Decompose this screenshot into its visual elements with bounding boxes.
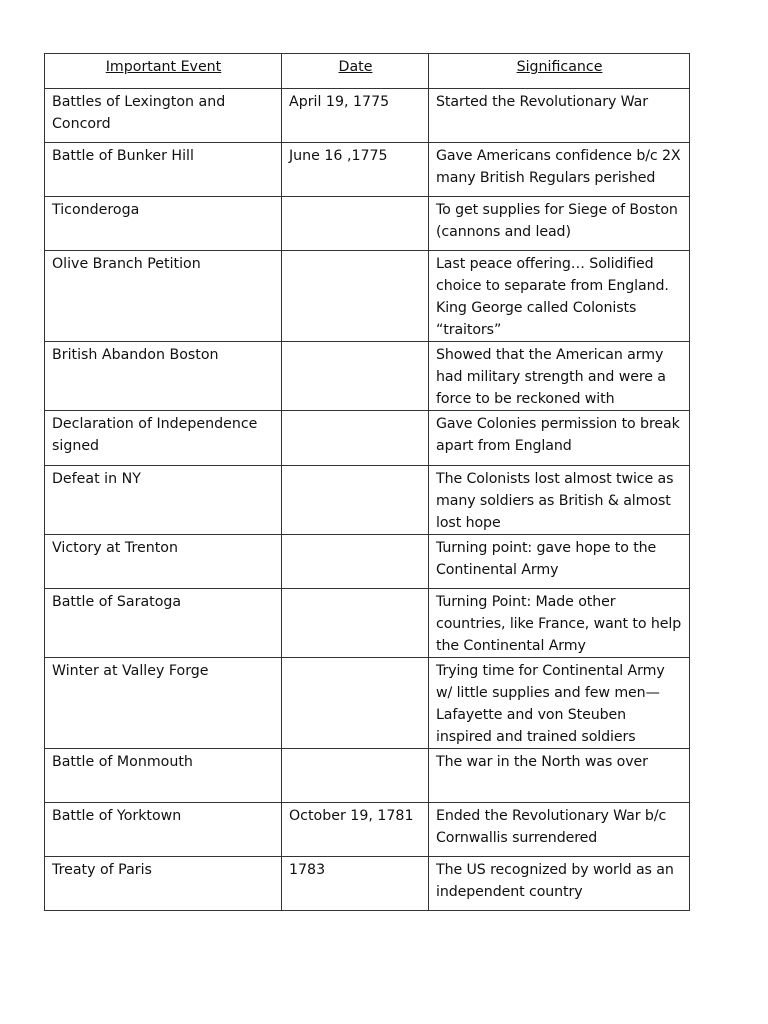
date-cell [282,197,429,251]
date-cell [282,411,429,466]
table-row [45,857,690,911]
event-cell: Battle of Bunker Hill [45,143,282,197]
significance-cell: Last peace offering… Solidified choice to separate from England. King George called Colonists “traitors” [429,251,690,342]
date-cell: October 19, 1781 [282,803,429,857]
event-cell: British Abandon Boston [45,342,282,411]
significance-cell: Started the Revolutionary War [429,89,690,143]
significance-cell: Gave Americans confidence b/c 2X many British Regulars perished [429,143,690,197]
table-row [45,466,690,535]
event-cell: Battle of Monmouth [45,749,282,803]
significance-cell: Ended the Revolutionary War b/c Cornwallis surrendered [429,803,690,857]
significance-cell: Showed that the American army had military strength and were a force to be reckoned with [429,342,690,411]
significance-cell: Gave Colonies permission to break apart from England [429,411,690,466]
table-row [45,89,690,143]
event-cell: Battle of Yorktown [45,803,282,857]
event-cell: Battle of Saratoga [45,589,282,658]
table-row [45,143,690,197]
table-row [45,589,690,658]
event-cell: Winter at Valley Forge [45,658,282,749]
date-cell [282,589,429,658]
date-cell [282,535,429,589]
table-row [45,803,690,857]
date-cell [282,251,429,342]
date-cell: June 16 ,1775 [282,143,429,197]
significance-cell: The US recognized by world as an independent country [429,857,690,911]
event-cell: Victory at Trenton [45,535,282,589]
significance-cell: To get supplies for Siege of Boston (cannons and lead) [429,197,690,251]
event-cell: Treaty of Paris [45,857,282,911]
significance-cell: Trying time for Continental Army w/ little supplies and few men—Lafayette and von Steuben inspired and trained soldiers [429,658,690,749]
events-table [44,53,690,911]
significance-cell: Turning point: gave hope to the Continental Army [429,535,690,589]
significance-cell: The war in the North was over [429,749,690,803]
event-cell: Battles of Lexington and Concord [45,89,282,143]
header-significance: Significance [429,54,690,89]
date-cell: April 19, 1775 [282,89,429,143]
event-cell: Ticonderoga [45,197,282,251]
table-row [45,411,690,466]
date-cell [282,342,429,411]
event-cell: Declaration of Independence signed [45,411,282,466]
table-row [45,535,690,589]
table-row [45,749,690,803]
date-cell [282,466,429,535]
significance-cell: Turning Point: Made other countries, like France, want to help the Continental Army [429,589,690,658]
table-row [45,251,690,342]
date-cell [282,749,429,803]
header-row [45,54,690,89]
header-event: Important Event [45,54,282,89]
table-row [45,658,690,749]
table-row [45,197,690,251]
table-row [45,342,690,411]
event-cell: Olive Branch Petition [45,251,282,342]
significance-cell: The Colonists lost almost twice as many soldiers as British & almost lost hope [429,466,690,535]
date-cell: 1783 [282,857,429,911]
date-cell [282,658,429,749]
event-cell: Defeat in NY [45,466,282,535]
header-date: Date [282,54,429,89]
